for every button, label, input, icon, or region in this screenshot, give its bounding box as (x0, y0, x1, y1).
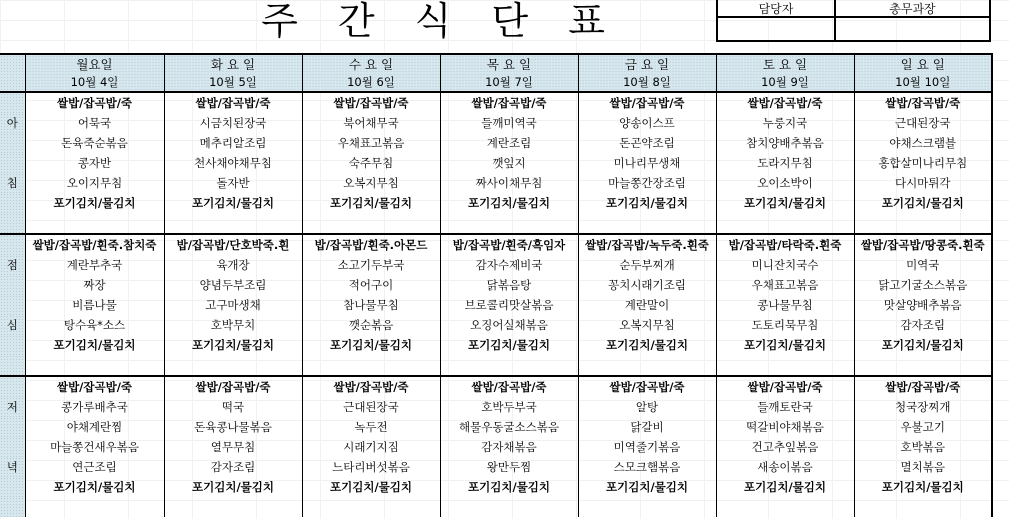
menu-cell: 포기김치/물김치 (578, 335, 716, 355)
day-name: 목 요 일 (440, 54, 578, 73)
menu-cell: 천사채야채무침 (164, 153, 302, 173)
day-name: 화 요 일 (164, 54, 302, 73)
menu-cell: 꽁치시래기조림 (578, 275, 716, 295)
menu-row (0, 234, 992, 255)
menu-cell: 고구마생채 (164, 295, 302, 315)
day-name: 토 요 일 (716, 54, 854, 73)
menu-cell: 포기김치/물김치 (854, 335, 992, 355)
menu-cell: 미나리무생채 (578, 153, 716, 173)
menu-cell: 양념두부조림 (164, 275, 302, 295)
day-header-row (0, 54, 992, 73)
menu-cell (25, 355, 164, 376)
day-date: 10월 9일 (716, 73, 854, 92)
menu-row (0, 153, 992, 173)
page-title: 주 간 식 단 표 (261, 0, 619, 43)
meal-label (0, 437, 25, 457)
menu-cell: 포기김치/물김치 (164, 335, 302, 355)
meal-label (0, 295, 25, 315)
day-date: 10월 5일 (164, 73, 302, 92)
menu-cell: 누룽지국 (716, 113, 854, 133)
date-row (0, 73, 992, 92)
menu-cell: 밥/잡곡밥/단호박죽.흰 (164, 234, 302, 255)
meal-label (0, 213, 25, 234)
meal-label (0, 497, 25, 517)
menu-cell: 해물우동굴소스볶음 (440, 417, 578, 437)
menu-cell (302, 497, 440, 517)
menu-cell: 쌀밥/잡곡밥/흰죽.참치죽 (25, 234, 164, 255)
menu-cell: 맛살양배추볶음 (854, 295, 992, 315)
menu-cell (716, 355, 854, 376)
menu-cell: 녹두전 (302, 417, 440, 437)
day-name: 월요일 (25, 54, 164, 73)
menu-cell: 참치양배추볶음 (716, 133, 854, 153)
day-name: 금 요 일 (578, 54, 716, 73)
menu-cell: 돌자반 (164, 173, 302, 193)
approval-cell-chief[interactable] (835, 17, 990, 41)
meal-label (0, 153, 25, 173)
menu-cell (440, 355, 578, 376)
menu-cell: 포기김치/물김치 (164, 477, 302, 497)
menu-cell: 양송이스프 (578, 113, 716, 133)
menu-cell: 닭볶음탕 (440, 275, 578, 295)
menu-cell: 짜장 (25, 275, 164, 295)
menu-cell: 시금치된장국 (164, 113, 302, 133)
menu-cell: 비름나물 (25, 295, 164, 315)
approval-label-manager: 담당자 (717, 0, 835, 17)
weekly-menu-table (0, 53, 993, 517)
menu-cell: 야채스크램블 (854, 133, 992, 153)
menu-row (0, 113, 992, 133)
menu-cell: 호박두부국 (440, 397, 578, 417)
day-name: 수 요 일 (302, 54, 440, 73)
menu-cell: 야채계란찜 (25, 417, 164, 437)
menu-cell (854, 355, 992, 376)
menu-cell: 다시마튀각 (854, 173, 992, 193)
menu-cell: 감자수제비국 (440, 255, 578, 275)
menu-cell: 쌀밥/잡곡밥/죽 (164, 92, 302, 113)
menu-row (0, 173, 992, 193)
menu-cell: 우불고기 (854, 417, 992, 437)
menu-cell: 포기김치/물김치 (302, 477, 440, 497)
menu-row (0, 497, 992, 517)
meal-label (0, 355, 25, 376)
menu-cell (854, 213, 992, 234)
menu-cell: 포기김치/물김치 (164, 193, 302, 213)
menu-cell: 소고기두부국 (302, 255, 440, 275)
menu-cell: 포기김치/물김치 (25, 335, 164, 355)
meal-label: 심 (0, 315, 25, 335)
menu-cell: 포기김치/물김치 (716, 193, 854, 213)
menu-cell: 닭고기굴소스볶음 (854, 275, 992, 295)
menu-row (0, 477, 992, 497)
menu-cell: 포기김치/물김치 (716, 477, 854, 497)
menu-cell: 오복지무침 (578, 315, 716, 335)
menu-cell (854, 497, 992, 517)
menu-cell: 포기김치/물김치 (25, 477, 164, 497)
menu-cell (578, 355, 716, 376)
menu-cell: 감자채볶음 (440, 437, 578, 457)
menu-row (0, 457, 992, 477)
menu-cell: 계란말이 (578, 295, 716, 315)
menu-cell: 감자조림 (854, 315, 992, 335)
meal-label (0, 417, 25, 437)
menu-cell: 쌀밥/잡곡밥/죽 (854, 376, 992, 397)
meal-label (0, 92, 25, 113)
menu-cell: 포기김치/물김치 (578, 193, 716, 213)
menu-cell: 멸치볶음 (854, 457, 992, 477)
menu-row (0, 335, 992, 355)
menu-cell: 포기김치/물김치 (440, 477, 578, 497)
menu-cell: 쌀밥/잡곡밥/죽 (440, 92, 578, 113)
menu-row (0, 397, 992, 417)
menu-cell: 쌀밥/잡곡밥/죽 (854, 92, 992, 113)
menu-cell: 포기김치/물김치 (716, 335, 854, 355)
approval-box (716, 0, 991, 42)
menu-cell: 도토리묵무침 (716, 315, 854, 335)
menu-cell: 느타리버섯볶음 (302, 457, 440, 477)
menu-cell: 우채표고볶음 (716, 275, 854, 295)
menu-cell: 새송이볶음 (716, 457, 854, 477)
menu-cell: 쌀밥/잡곡밥/죽 (25, 92, 164, 113)
menu-cell: 근대된장국 (302, 397, 440, 417)
menu-cell: 포기김치/물김치 (302, 193, 440, 213)
menu-row (0, 376, 992, 397)
menu-row (0, 437, 992, 457)
menu-cell: 마늘쫑간장조림 (578, 173, 716, 193)
meal-label: 점 (0, 255, 25, 275)
corner-cell (0, 54, 25, 73)
meal-label: 저 (0, 397, 25, 417)
menu-cell: 짜사이채무침 (440, 173, 578, 193)
menu-cell (164, 497, 302, 517)
menu-cell: 마늘쫑건새우볶음 (25, 437, 164, 457)
menu-cell: 오징어실채볶음 (440, 315, 578, 335)
menu-row (0, 92, 992, 113)
menu-cell: 미역국 (854, 255, 992, 275)
menu-cell: 숙주무침 (302, 153, 440, 173)
menu-cell: 어묵국 (25, 113, 164, 133)
menu-cell (164, 355, 302, 376)
day-date: 10월 7일 (440, 73, 578, 92)
menu-cell: 포기김치/물김치 (440, 335, 578, 355)
menu-cell: 스모크햄볶음 (578, 457, 716, 477)
meal-label (0, 335, 25, 355)
menu-cell: 알탕 (578, 397, 716, 417)
menu-cell (578, 213, 716, 234)
menu-cell: 깻순볶음 (302, 315, 440, 335)
menu-cell: 쌀밥/잡곡밥/녹두죽.흰죽 (578, 234, 716, 255)
meal-label (0, 275, 25, 295)
menu-cell: 우채표고볶음 (302, 133, 440, 153)
menu-cell: 돈육콩나물볶음 (164, 417, 302, 437)
menu-row (0, 213, 992, 234)
menu-cell: 청국장찌개 (854, 397, 992, 417)
menu-cell: 포기김치/물김치 (854, 193, 992, 213)
menu-cell: 호박무치 (164, 315, 302, 335)
menu-cell: 쌀밥/잡곡밥/땅콩죽.흰죽 (854, 234, 992, 255)
meal-label (0, 234, 25, 255)
menu-row (0, 355, 992, 376)
menu-cell: 쌀밥/잡곡밥/죽 (578, 376, 716, 397)
menu-cell: 쌀밥/잡곡밥/죽 (164, 376, 302, 397)
menu-row (0, 275, 992, 295)
menu-cell: 계란부추국 (25, 255, 164, 275)
menu-cell: 돈곤약조림 (578, 133, 716, 153)
menu-cell: 북어채무국 (302, 113, 440, 133)
menu-cell: 들깨토란국 (716, 397, 854, 417)
menu-cell: 열무무침 (164, 437, 302, 457)
menu-cell: 브로콜리맛살볶음 (440, 295, 578, 315)
menu-cell: 적어구이 (302, 275, 440, 295)
menu-cell: 깻잎지 (440, 153, 578, 173)
menu-cell: 쌀밥/잡곡밥/죽 (440, 376, 578, 397)
corner-cell (0, 73, 25, 92)
menu-cell: 순두부찌개 (578, 255, 716, 275)
menu-cell: 콩가루배추국 (25, 397, 164, 417)
day-date: 10월 8일 (578, 73, 716, 92)
menu-cell: 도라지무침 (716, 153, 854, 173)
meal-label: 아 (0, 113, 25, 133)
menu-cell: 감자조림 (164, 457, 302, 477)
menu-cell: 쌀밥/잡곡밥/죽 (716, 376, 854, 397)
menu-row (0, 315, 992, 335)
menu-cell (440, 497, 578, 517)
meal-label (0, 376, 25, 397)
menu-cell: 쌀밥/잡곡밥/죽 (302, 376, 440, 397)
menu-cell (716, 497, 854, 517)
day-date: 10월 4일 (25, 73, 164, 92)
menu-cell: 메추리알조림 (164, 133, 302, 153)
menu-cell: 탕수육*소스 (25, 315, 164, 335)
menu-row (0, 133, 992, 153)
menu-cell: 돈육죽순볶음 (25, 133, 164, 153)
menu-cell: 떡국 (164, 397, 302, 417)
approval-label-chief: 총무과장 (835, 0, 990, 17)
menu-cell: 근대된장국 (854, 113, 992, 133)
menu-cell: 콩나물무침 (716, 295, 854, 315)
menu-cell: 오이지무침 (25, 173, 164, 193)
menu-cell: 밥/잡곡밥/타락죽.흰죽 (716, 234, 854, 255)
menu-cell (164, 213, 302, 234)
menu-cell (302, 355, 440, 376)
menu-cell: 육개장 (164, 255, 302, 275)
menu-cell: 미역줄기볶음 (578, 437, 716, 457)
menu-cell: 건고추잎볶음 (716, 437, 854, 457)
menu-cell (440, 213, 578, 234)
menu-cell: 닭갈비 (578, 417, 716, 437)
menu-cell: 쌀밥/잡곡밥/죽 (716, 92, 854, 113)
menu-cell (716, 213, 854, 234)
meal-label: 녁 (0, 457, 25, 477)
menu-cell (302, 213, 440, 234)
menu-cell: 밥/잡곡밥/흰죽/흑임자 (440, 234, 578, 255)
menu-cell: 쌀밥/잡곡밥/죽 (25, 376, 164, 397)
menu-cell: 포기김치/물김치 (302, 335, 440, 355)
menu-cell: 호박볶음 (854, 437, 992, 457)
menu-cell: 들깨미역국 (440, 113, 578, 133)
menu-row (0, 417, 992, 437)
menu-cell (578, 497, 716, 517)
meal-label: 침 (0, 173, 25, 193)
menu-cell: 포기김치/물김치 (25, 193, 164, 213)
menu-row (0, 295, 992, 315)
menu-cell: 왕만두찜 (440, 457, 578, 477)
menu-cell: 콩자반 (25, 153, 164, 173)
menu-cell: 쌀밥/잡곡밥/죽 (578, 92, 716, 113)
menu-cell: 시래기지짐 (302, 437, 440, 457)
approval-cell-manager[interactable] (717, 17, 835, 41)
day-name: 일 요 일 (854, 54, 992, 73)
menu-cell: 홍합살미나리무침 (854, 153, 992, 173)
menu-cell: 참나물무침 (302, 295, 440, 315)
menu-cell (25, 497, 164, 517)
menu-row (0, 255, 992, 275)
menu-cell: 포기김치/물김치 (440, 193, 578, 213)
day-date: 10월 6일 (302, 73, 440, 92)
menu-cell: 계란조림 (440, 133, 578, 153)
menu-cell: 연근조림 (25, 457, 164, 477)
menu-cell: 포기김치/물김치 (578, 477, 716, 497)
menu-cell: 미니잔치국수 (716, 255, 854, 275)
menu-cell (25, 213, 164, 234)
day-date: 10월 10일 (854, 73, 992, 92)
menu-cell: 밥/잡곡밥/흰죽.아몬드 (302, 234, 440, 255)
menu-cell: 오이소박이 (716, 173, 854, 193)
menu-cell: 쌀밥/잡곡밥/죽 (302, 92, 440, 113)
meal-label (0, 193, 25, 213)
menu-cell: 포기김치/물김치 (854, 477, 992, 497)
meal-label (0, 133, 25, 153)
meal-label (0, 477, 25, 497)
menu-row (0, 193, 992, 213)
menu-cell: 떡갈비야채볶음 (716, 417, 854, 437)
menu-cell: 오복지무침 (302, 173, 440, 193)
